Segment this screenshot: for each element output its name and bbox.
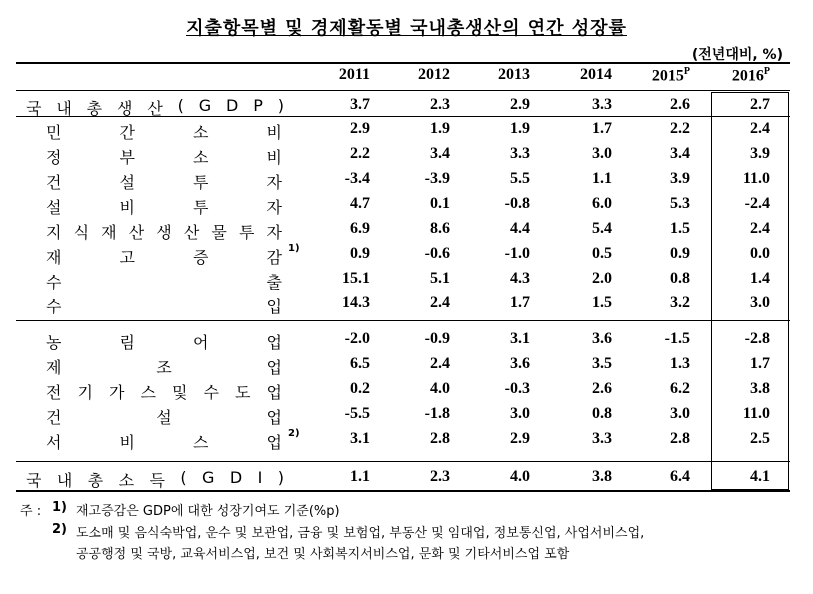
- preliminary-mark: P: [683, 66, 690, 77]
- cell-2015: 2.8: [670, 430, 690, 447]
- note2-line2: 공공행정 및 국방, 교육서비스업, 보건 및 사회복지서비스업, 문화 및 기타서비스업 포함: [76, 547, 570, 562]
- cell-2014: 3.8: [592, 468, 612, 485]
- table-bottom-rule: [16, 490, 790, 492]
- section-divider: [16, 320, 790, 321]
- gdp-row-rule: [16, 116, 790, 117]
- cell-2014: 3.3: [592, 96, 612, 113]
- footnote-mark: 2): [288, 428, 300, 439]
- cell-2011: 6.9: [350, 220, 370, 237]
- cell-2016: 2.4: [750, 120, 770, 137]
- table-row: [0, 380, 813, 404]
- cell-2011: -2.0: [344, 330, 370, 347]
- cell-2012: -0.9: [424, 330, 450, 347]
- cell-2015: 0.8: [670, 270, 690, 287]
- table-row: [0, 270, 813, 294]
- table-row: [0, 170, 813, 194]
- cell-2011: 2.2: [350, 145, 370, 162]
- note1-text: 재고증감은 GDP에 대한 성장기여도 기준(%p): [76, 504, 340, 519]
- cell-2014: 5.4: [592, 220, 612, 237]
- cell-2012: 5.1: [430, 270, 450, 287]
- cell-2016: 3.9: [750, 145, 770, 162]
- row-label: 국 내 총 생 산 ( G D P ): [26, 96, 284, 118]
- cell-2011: 0.2: [350, 380, 370, 397]
- row-label: 건 설 업: [46, 408, 282, 427]
- cell-2015: 6.4: [670, 468, 690, 485]
- year-header-2012: [380, 66, 450, 84]
- cell-2013: 1.7: [510, 294, 530, 311]
- cell-2013: -0.3: [504, 380, 530, 397]
- note2-line1: 도소매 및 음식숙박업, 운수 및 보관업, 금융 및 보험업, 부동산 및 임대업, 정보통신업, 사업서비스업,: [76, 526, 645, 541]
- cell-2012: 1.9: [430, 120, 450, 137]
- table-row: [0, 245, 813, 269]
- cell-2015: 3.4: [670, 145, 690, 162]
- table-top-rule: [16, 62, 790, 64]
- cell-2015: 2.2: [670, 120, 690, 137]
- cell-2015: 3.0: [670, 405, 690, 422]
- cell-2013: 3.6: [510, 355, 530, 372]
- cell-2012: 8.6: [430, 220, 450, 237]
- cell-2013: 1.9: [510, 120, 530, 137]
- cell-2012: 2.4: [430, 355, 450, 372]
- cell-2015: 1.5: [670, 220, 690, 237]
- cell-2016: 4.1: [750, 468, 770, 485]
- cell-2016: -2.4: [744, 195, 770, 212]
- cell-2014: 2.0: [592, 270, 612, 287]
- year-header-2015: [620, 66, 690, 85]
- cell-2013: 5.5: [510, 170, 530, 187]
- cell-2012: -1.8: [424, 405, 450, 422]
- cell-2015: 3.2: [670, 294, 690, 311]
- year-label: 2016: [731, 67, 764, 85]
- cell-2014: 3.3: [592, 430, 612, 447]
- preliminary-mark: P: [763, 66, 770, 77]
- cell-2012: 2.3: [430, 468, 450, 485]
- cell-2016: 3.8: [750, 380, 770, 397]
- table-row: [0, 330, 813, 354]
- cell-2015: 1.3: [670, 355, 690, 372]
- cell-2014: 0.5: [592, 245, 612, 262]
- row-label: 지 식 재 산 생 산 물 투 자: [46, 223, 282, 242]
- cell-2011: 15.1: [342, 270, 370, 287]
- cell-2011: -3.4: [344, 170, 370, 187]
- cell-2012: 2.3: [430, 96, 450, 113]
- row-label: 전 기 가 스 및 수 도 업: [46, 383, 282, 402]
- cell-2016: 11.0: [742, 405, 770, 422]
- cell-2016: 0.0: [750, 245, 770, 262]
- cell-2014: 1.1: [592, 170, 612, 187]
- row-label: 국 내 총 소 득 ( G D I ): [26, 468, 284, 490]
- cell-2014: 6.0: [592, 195, 612, 212]
- cell-2011: 0.9: [350, 245, 370, 262]
- note2-mark: 2): [52, 522, 67, 537]
- page-title: 지출항목별 및 경제활동별 국내총생산의 연간 성장률: [186, 18, 627, 39]
- cell-2016: 3.0: [750, 294, 770, 311]
- cell-2011: 4.7: [350, 195, 370, 212]
- year-header-2014: [542, 66, 612, 84]
- cell-2012: 3.4: [430, 145, 450, 162]
- table-row: [0, 405, 813, 429]
- cell-2012: 0.1: [430, 195, 450, 212]
- cell-2014: 2.6: [592, 380, 612, 397]
- cell-2013: 4.3: [510, 270, 530, 287]
- table-row: [0, 294, 813, 318]
- cell-2012: 2.8: [430, 430, 450, 447]
- cell-2013: -0.8: [504, 195, 530, 212]
- cell-2014: 3.0: [592, 145, 612, 162]
- note1-mark: 1): [52, 500, 67, 515]
- cell-2014: 0.8: [592, 405, 612, 422]
- row-label: 민 간 소 비: [46, 123, 282, 142]
- row-label: 농 림 어 업: [46, 333, 282, 352]
- cell-2015: 6.2: [670, 380, 690, 397]
- cell-2016: 2.7: [750, 96, 770, 113]
- year-label: 2013: [498, 66, 530, 83]
- gdi-row-top-rule: [16, 461, 790, 462]
- cell-2011: 1.1: [350, 468, 370, 485]
- cell-2016: 1.7: [750, 355, 770, 372]
- highlight-box-2016: [711, 92, 789, 490]
- table-row: [0, 145, 813, 169]
- cell-2015: -1.5: [664, 330, 690, 347]
- year-header-2013: [460, 66, 530, 84]
- cell-2011: -5.5: [344, 405, 370, 422]
- row-label: 건 설 투 자: [46, 173, 282, 192]
- row-label: 설 비 투 자: [46, 198, 282, 217]
- cell-2013: 2.9: [510, 430, 530, 447]
- year-header-2011: [300, 66, 370, 84]
- year-header-2016: [700, 66, 770, 85]
- cell-2014: 1.7: [592, 120, 612, 137]
- row-label: 수 출: [46, 273, 282, 292]
- cell-2013: 3.0: [510, 405, 530, 422]
- cell-2016: 1.4: [750, 270, 770, 287]
- table-row: [0, 220, 813, 244]
- cell-2011: 2.9: [350, 120, 370, 137]
- cell-2015: 5.3: [670, 195, 690, 212]
- row-label: 재 고 증 감: [46, 248, 282, 267]
- cell-2013: 3.3: [510, 145, 530, 162]
- cell-2011: 3.1: [350, 430, 370, 447]
- cell-2015: 2.6: [670, 96, 690, 113]
- year-label: 2015: [651, 67, 684, 85]
- table-row: [0, 120, 813, 144]
- footnote-mark: 1): [288, 243, 300, 254]
- year-label: 2012: [418, 66, 450, 83]
- cell-2013: 4.0: [510, 468, 530, 485]
- row-label: 제 조 업: [46, 358, 282, 377]
- cell-2012: -0.6: [424, 245, 450, 262]
- cell-2016: 11.0: [742, 170, 770, 187]
- table-row: [0, 195, 813, 219]
- cell-2012: 2.4: [430, 294, 450, 311]
- row-label: 정 부 소 비: [46, 148, 282, 167]
- cell-2011: 3.7: [350, 96, 370, 113]
- cell-2013: 2.9: [510, 96, 530, 113]
- cell-2012: 4.0: [430, 380, 450, 397]
- table-row: [0, 468, 813, 492]
- year-label: 2011: [338, 66, 370, 83]
- cell-2014: 3.6: [592, 330, 612, 347]
- cell-2013: 4.4: [510, 220, 530, 237]
- cell-2014: 3.5: [592, 355, 612, 372]
- table-row: [0, 355, 813, 379]
- cell-2011: 6.5: [350, 355, 370, 372]
- row-label: 서 비 스 업: [46, 433, 282, 452]
- notes-prefix: 주 :: [20, 504, 42, 519]
- cell-2016: -2.8: [744, 330, 770, 347]
- unit-label: (전년대비, %): [691, 47, 783, 63]
- cell-2016: 2.5: [750, 430, 770, 447]
- cell-2014: 1.5: [592, 294, 612, 311]
- row-label: 수 입: [46, 297, 282, 316]
- cell-2013: 3.1: [510, 330, 530, 347]
- year-label: 2014: [580, 66, 612, 83]
- cell-2011: 14.3: [342, 294, 370, 311]
- table-row: [0, 430, 813, 454]
- cell-2013: -1.0: [504, 245, 530, 262]
- header-bottom-rule: [16, 90, 790, 91]
- cell-2015: 3.9: [670, 170, 690, 187]
- cell-2016: 2.4: [750, 220, 770, 237]
- cell-2015: 0.9: [670, 245, 690, 262]
- cell-2012: -3.9: [424, 170, 450, 187]
